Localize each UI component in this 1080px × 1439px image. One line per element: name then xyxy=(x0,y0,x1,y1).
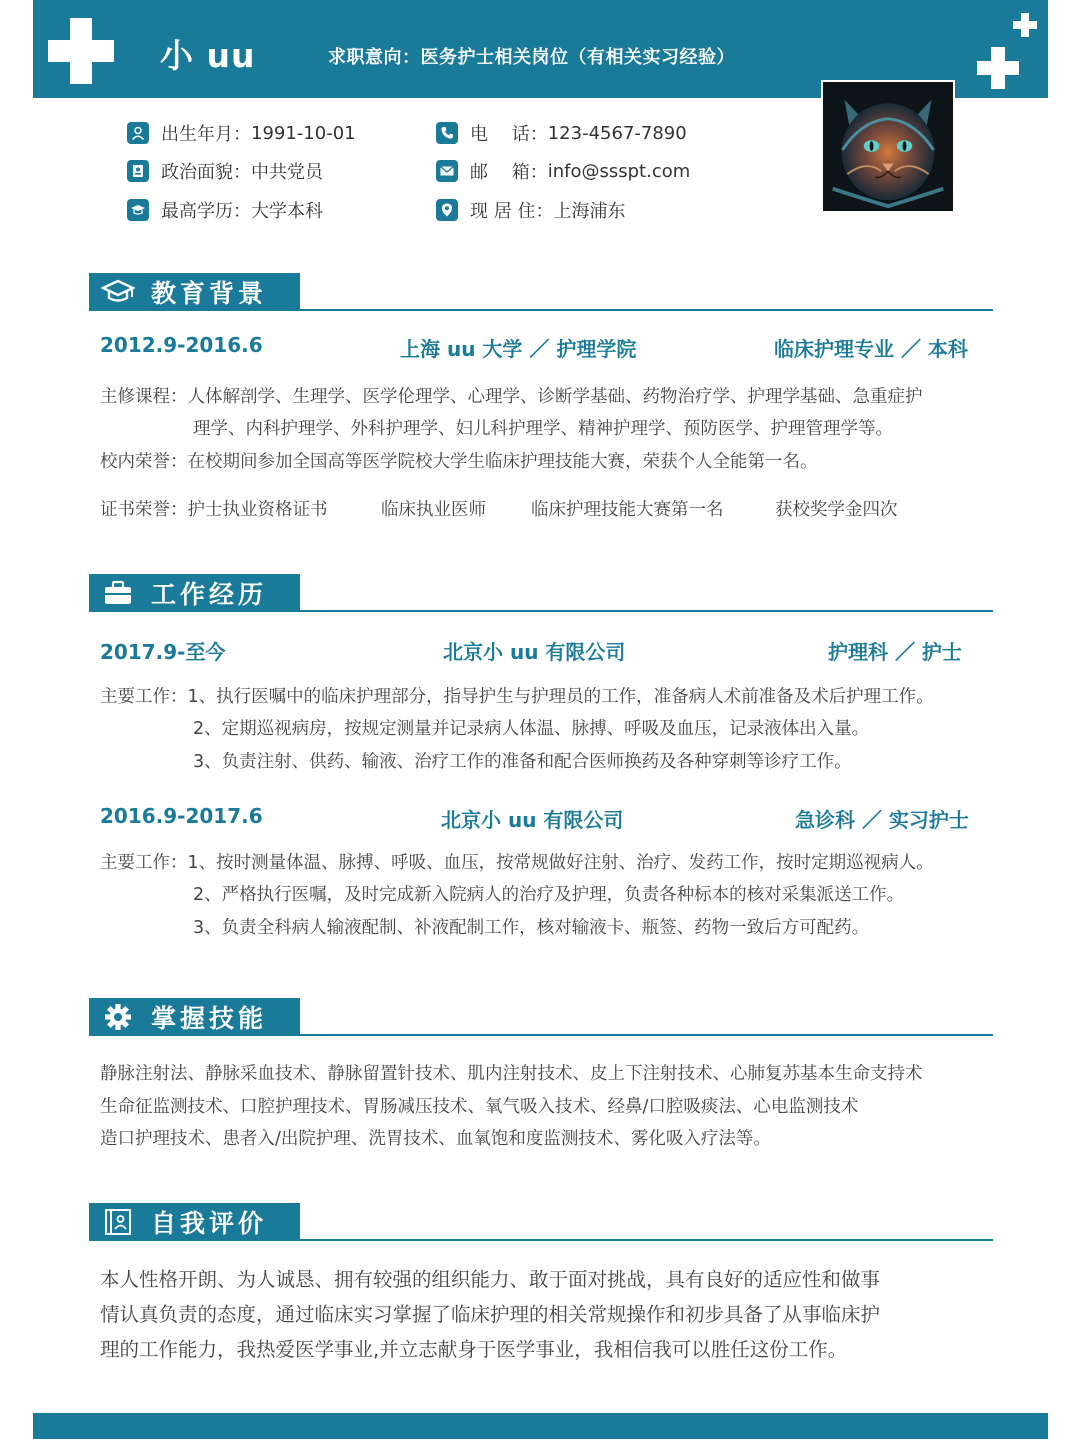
section-work-header xyxy=(89,574,993,612)
addr-value: 上海浦东 xyxy=(553,201,626,222)
section-self-eval-header xyxy=(89,1203,993,1241)
party-value: 中共党员 xyxy=(251,162,323,183)
self-eval-line-1: 本人性格开朗、为人诚恳、拥有较强的组织能力、敢于面对挑战，具有良好的适应性和做事 xyxy=(100,1268,881,1291)
gear-icon xyxy=(101,1002,135,1032)
cert-item-3: 临床护理技能大赛第一名 xyxy=(531,500,724,520)
section-tab xyxy=(89,273,300,311)
cert-item-1: 证书荣誉：护士执业资格证书 xyxy=(100,500,328,520)
edu-courses-line-2: 理学、内科护理学、外科护理学、妇儿科护理学、精神护理学、预防医学、护理管理学等。 xyxy=(193,419,893,439)
email-label: 邮 箱： xyxy=(470,162,548,183)
edu-value: 大学本科 xyxy=(251,201,323,222)
candidate-name: 小 uu xyxy=(160,36,256,75)
briefcase-icon xyxy=(101,578,135,608)
edu-honors: 校内荣誉：在校期间参加全国高等医学院校大学生临床护理技能大赛，荣获个人全能第一名。 xyxy=(100,452,818,472)
section-tab xyxy=(89,1203,300,1241)
info-email xyxy=(436,158,690,184)
section-tab xyxy=(89,998,300,1036)
work-2-line-1: 主要工作：1、按时测量体温、脉搏、呼吸、血压，按常规做好注射、治疗、发药工作，按时定期巡视病人。 xyxy=(100,853,934,873)
work-1-company: 北京小 uu 有限公司 xyxy=(443,640,626,664)
section-divider xyxy=(89,1239,993,1241)
info-birth xyxy=(127,120,356,146)
footer-banner xyxy=(33,1413,1048,1439)
section-divider xyxy=(89,1034,993,1036)
section-tab xyxy=(89,574,300,612)
edu-school: 上海 uu 大学 ／ 护理学院 xyxy=(400,337,637,361)
info-address xyxy=(436,197,625,223)
work-1-role: 护理科 ／ 护士 xyxy=(828,640,962,664)
work-1-period: 2017.9-至今 xyxy=(100,640,226,664)
info-party xyxy=(127,158,323,184)
location-pin-icon xyxy=(436,199,458,221)
work-2-company: 北京小 uu 有限公司 xyxy=(441,808,624,832)
mail-icon xyxy=(436,160,458,182)
job-intent: 求职意向：医务护士相关岗位（有相关实习经验） xyxy=(328,47,735,68)
section-title: 掌握技能 xyxy=(151,1004,268,1033)
party-label: 政治面貌： xyxy=(161,162,251,183)
section-title: 工作经历 xyxy=(151,580,268,609)
skills-line-1: 静脉注射法、静脉采血技术、静脉留置针技术、肌内注射技术、皮上下注射技术、心肺复苏基本生命支持术 xyxy=(100,1064,923,1084)
medical-cross-icon xyxy=(48,18,114,84)
section-title: 教育背景 xyxy=(151,279,268,308)
self-eval-line-3: 理的工作能力，我热爱医学事业,并立志献身于医学事业，我相信我可以胜任这份工作。 xyxy=(100,1338,848,1361)
addr-label: 现 居 住： xyxy=(470,201,554,222)
work-1-line-1: 主要工作：1、执行医嘱中的临床护理部分，指导护生与护理员的工作，准备病人术前准备及术后护理工作。 xyxy=(100,687,934,707)
info-phone xyxy=(436,120,687,146)
work-2-line-3: 3、负责全科病人输液配制、补液配制工作，核对输液卡、瓶签、药物一致后方可配药。 xyxy=(193,918,870,938)
work-2-role: 急诊科 ／ 实习护士 xyxy=(795,808,969,832)
badge-icon xyxy=(127,160,149,182)
skills-line-2: 生命征监测技术、口腔护理技术、胃肠减压技术、氧气吸入技术、经鼻/口腔吸痰法、心电监测技术 xyxy=(100,1097,859,1117)
phone-value: 123-4567-7890 xyxy=(547,122,687,144)
cert-item-4: 获校奖学金四次 xyxy=(775,500,898,520)
medium-cross-icon xyxy=(977,47,1019,89)
edu-courses-line-1: 主修课程：人体解剖学、生理学、医学伦理学、心理学、诊断学基础、药物治疗学、护理学基础、急重症护 xyxy=(100,387,923,407)
section-education-header xyxy=(89,273,993,311)
graduation-cap-icon xyxy=(127,199,149,221)
section-divider xyxy=(89,610,993,612)
email-value: info@ssspt.com xyxy=(547,160,691,182)
small-cross-icon xyxy=(1013,13,1037,37)
skills-line-3: 造口护理技术、患者入/出院护理、洗胃技术、血氧饱和度监测技术、雾化吸入疗法等。 xyxy=(100,1129,771,1149)
section-divider xyxy=(89,309,993,311)
phone-icon xyxy=(436,122,458,144)
edu-label: 最高学历： xyxy=(161,201,251,222)
section-title: 自我评价 xyxy=(151,1209,268,1238)
person-icon xyxy=(127,122,149,144)
info-education xyxy=(127,197,323,223)
edu-period: 2012.9-2016.6 xyxy=(100,333,263,357)
self-eval-line-2: 情认真负责的态度，通过临床实习掌握了临床护理的相关常规操作和初步具备了从事临床护 xyxy=(100,1303,881,1326)
work-2-line-2: 2、严格执行医嘱，及时完成新入院病人的治疗及护理，负责各种标本的核对采集派送工作。 xyxy=(193,885,905,905)
section-skills-header xyxy=(89,998,993,1036)
birth-label: 出生年月： xyxy=(161,124,251,145)
cat-portrait-image xyxy=(823,82,953,211)
phone-label: 电 话： xyxy=(470,124,548,145)
profile-photo xyxy=(821,80,955,213)
birth-value: 1991-10-01 xyxy=(251,122,356,144)
work-1-line-3: 3、负责注射、供药、输液、治疗工作的准备和配合医师换药及各种穿刺等诊疗工作。 xyxy=(193,752,852,772)
work-1-line-2: 2、定期巡视病房，按规定测量并记录病人体温、脉搏、呼吸及血压，记录液体出入量。 xyxy=(193,719,870,739)
cert-item-2: 临床执业医师 xyxy=(381,500,486,520)
work-2-period: 2016.9-2017.6 xyxy=(100,804,263,828)
profile-card-icon xyxy=(101,1207,135,1237)
graduation-cap-icon xyxy=(101,277,135,307)
edu-major: 临床护理专业 ／ 本科 xyxy=(774,337,968,361)
